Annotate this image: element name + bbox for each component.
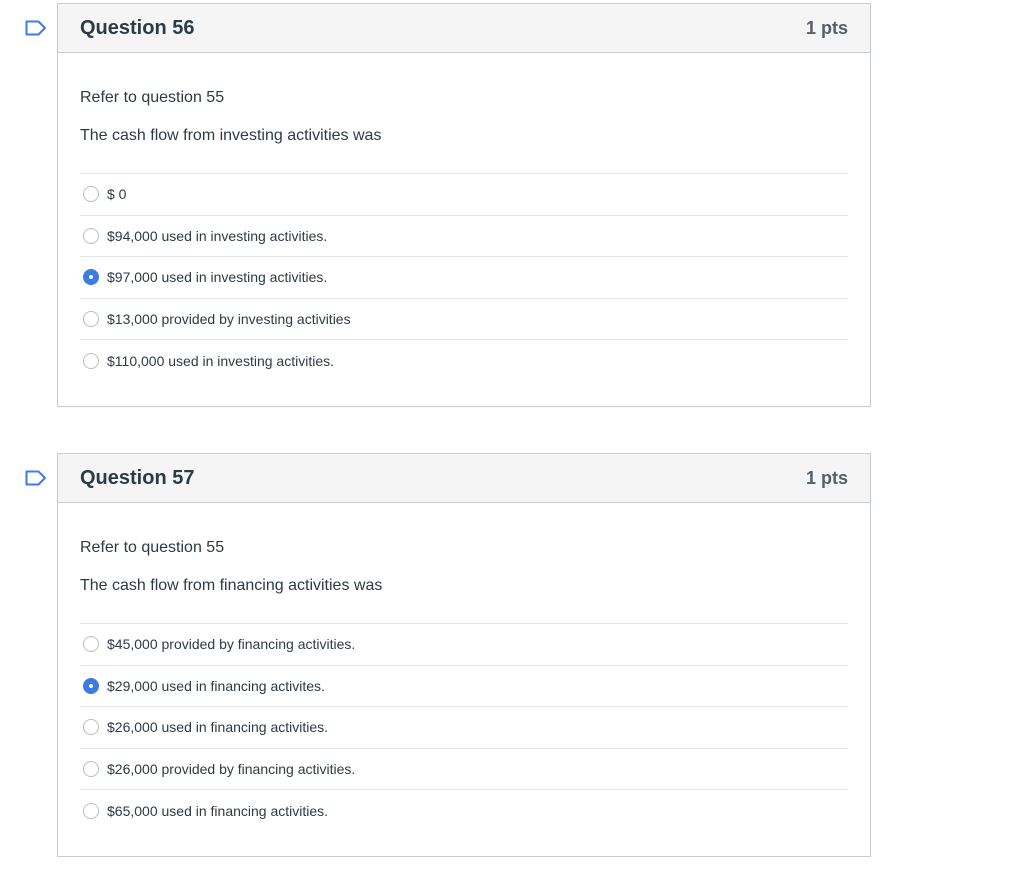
question-header [58,454,870,503]
radio-button[interactable] [83,186,99,202]
radio-button-selected[interactable] [83,269,99,285]
question-body [58,503,870,832]
answer-label[interactable]: $13,000 provided by investing activities [107,310,351,327]
question-title: Question 56 [80,16,195,39]
radio-button-selected[interactable] [83,678,99,694]
flag-question-icon[interactable] [25,20,47,36]
answer-label[interactable]: $97,000 used in investing activities. [107,269,328,286]
question-prompt: The cash flow from financing activities was [80,577,383,594]
answer-option[interactable] [80,340,848,382]
answer-label[interactable]: $29,000 used in financing activites. [107,677,325,694]
radio-button[interactable] [83,311,99,327]
answer-label[interactable]: $110,000 used in investing activities. [107,352,334,369]
question-title: Question 57 [80,466,195,489]
radio-button[interactable] [83,719,99,735]
question-points: 1 pts [805,467,848,488]
radio-button[interactable] [83,803,99,819]
question-reference: Refer to question 55 [80,539,225,556]
answer-option[interactable] [80,174,848,216]
question-card [57,453,871,857]
question-card [57,3,871,407]
flag-question-icon[interactable] [25,470,47,486]
answer-option[interactable] [80,707,848,749]
answer-option[interactable] [80,749,848,791]
answer-list [80,173,848,382]
radio-button[interactable] [83,636,99,652]
question-reference: Refer to question 55 [80,89,225,106]
answer-label[interactable]: $65,000 used in financing activities. [107,802,329,819]
answer-option[interactable] [80,624,848,666]
answer-label[interactable]: $26,000 used in financing activities. [107,719,329,736]
radio-button[interactable] [83,353,99,369]
radio-button[interactable] [83,228,99,244]
answer-option[interactable] [80,790,848,832]
answer-label[interactable]: $45,000 provided by financing activities. [107,636,356,653]
answer-option[interactable] [80,216,848,258]
question-prompt: The cash flow from investing activities was [80,127,382,144]
answer-option[interactable] [80,666,848,708]
question-body [58,53,870,382]
question-header [58,4,870,53]
answer-label[interactable]: $94,000 used in investing activities. [107,227,328,244]
radio-button[interactable] [83,761,99,777]
question-points: 1 pts [805,17,848,38]
answer-label[interactable]: $26,000 provided by financing activities. [107,760,356,777]
answer-option[interactable] [80,299,848,341]
answer-label[interactable]: $ 0 [107,186,127,203]
answer-option[interactable] [80,257,848,299]
answer-list [80,623,848,832]
